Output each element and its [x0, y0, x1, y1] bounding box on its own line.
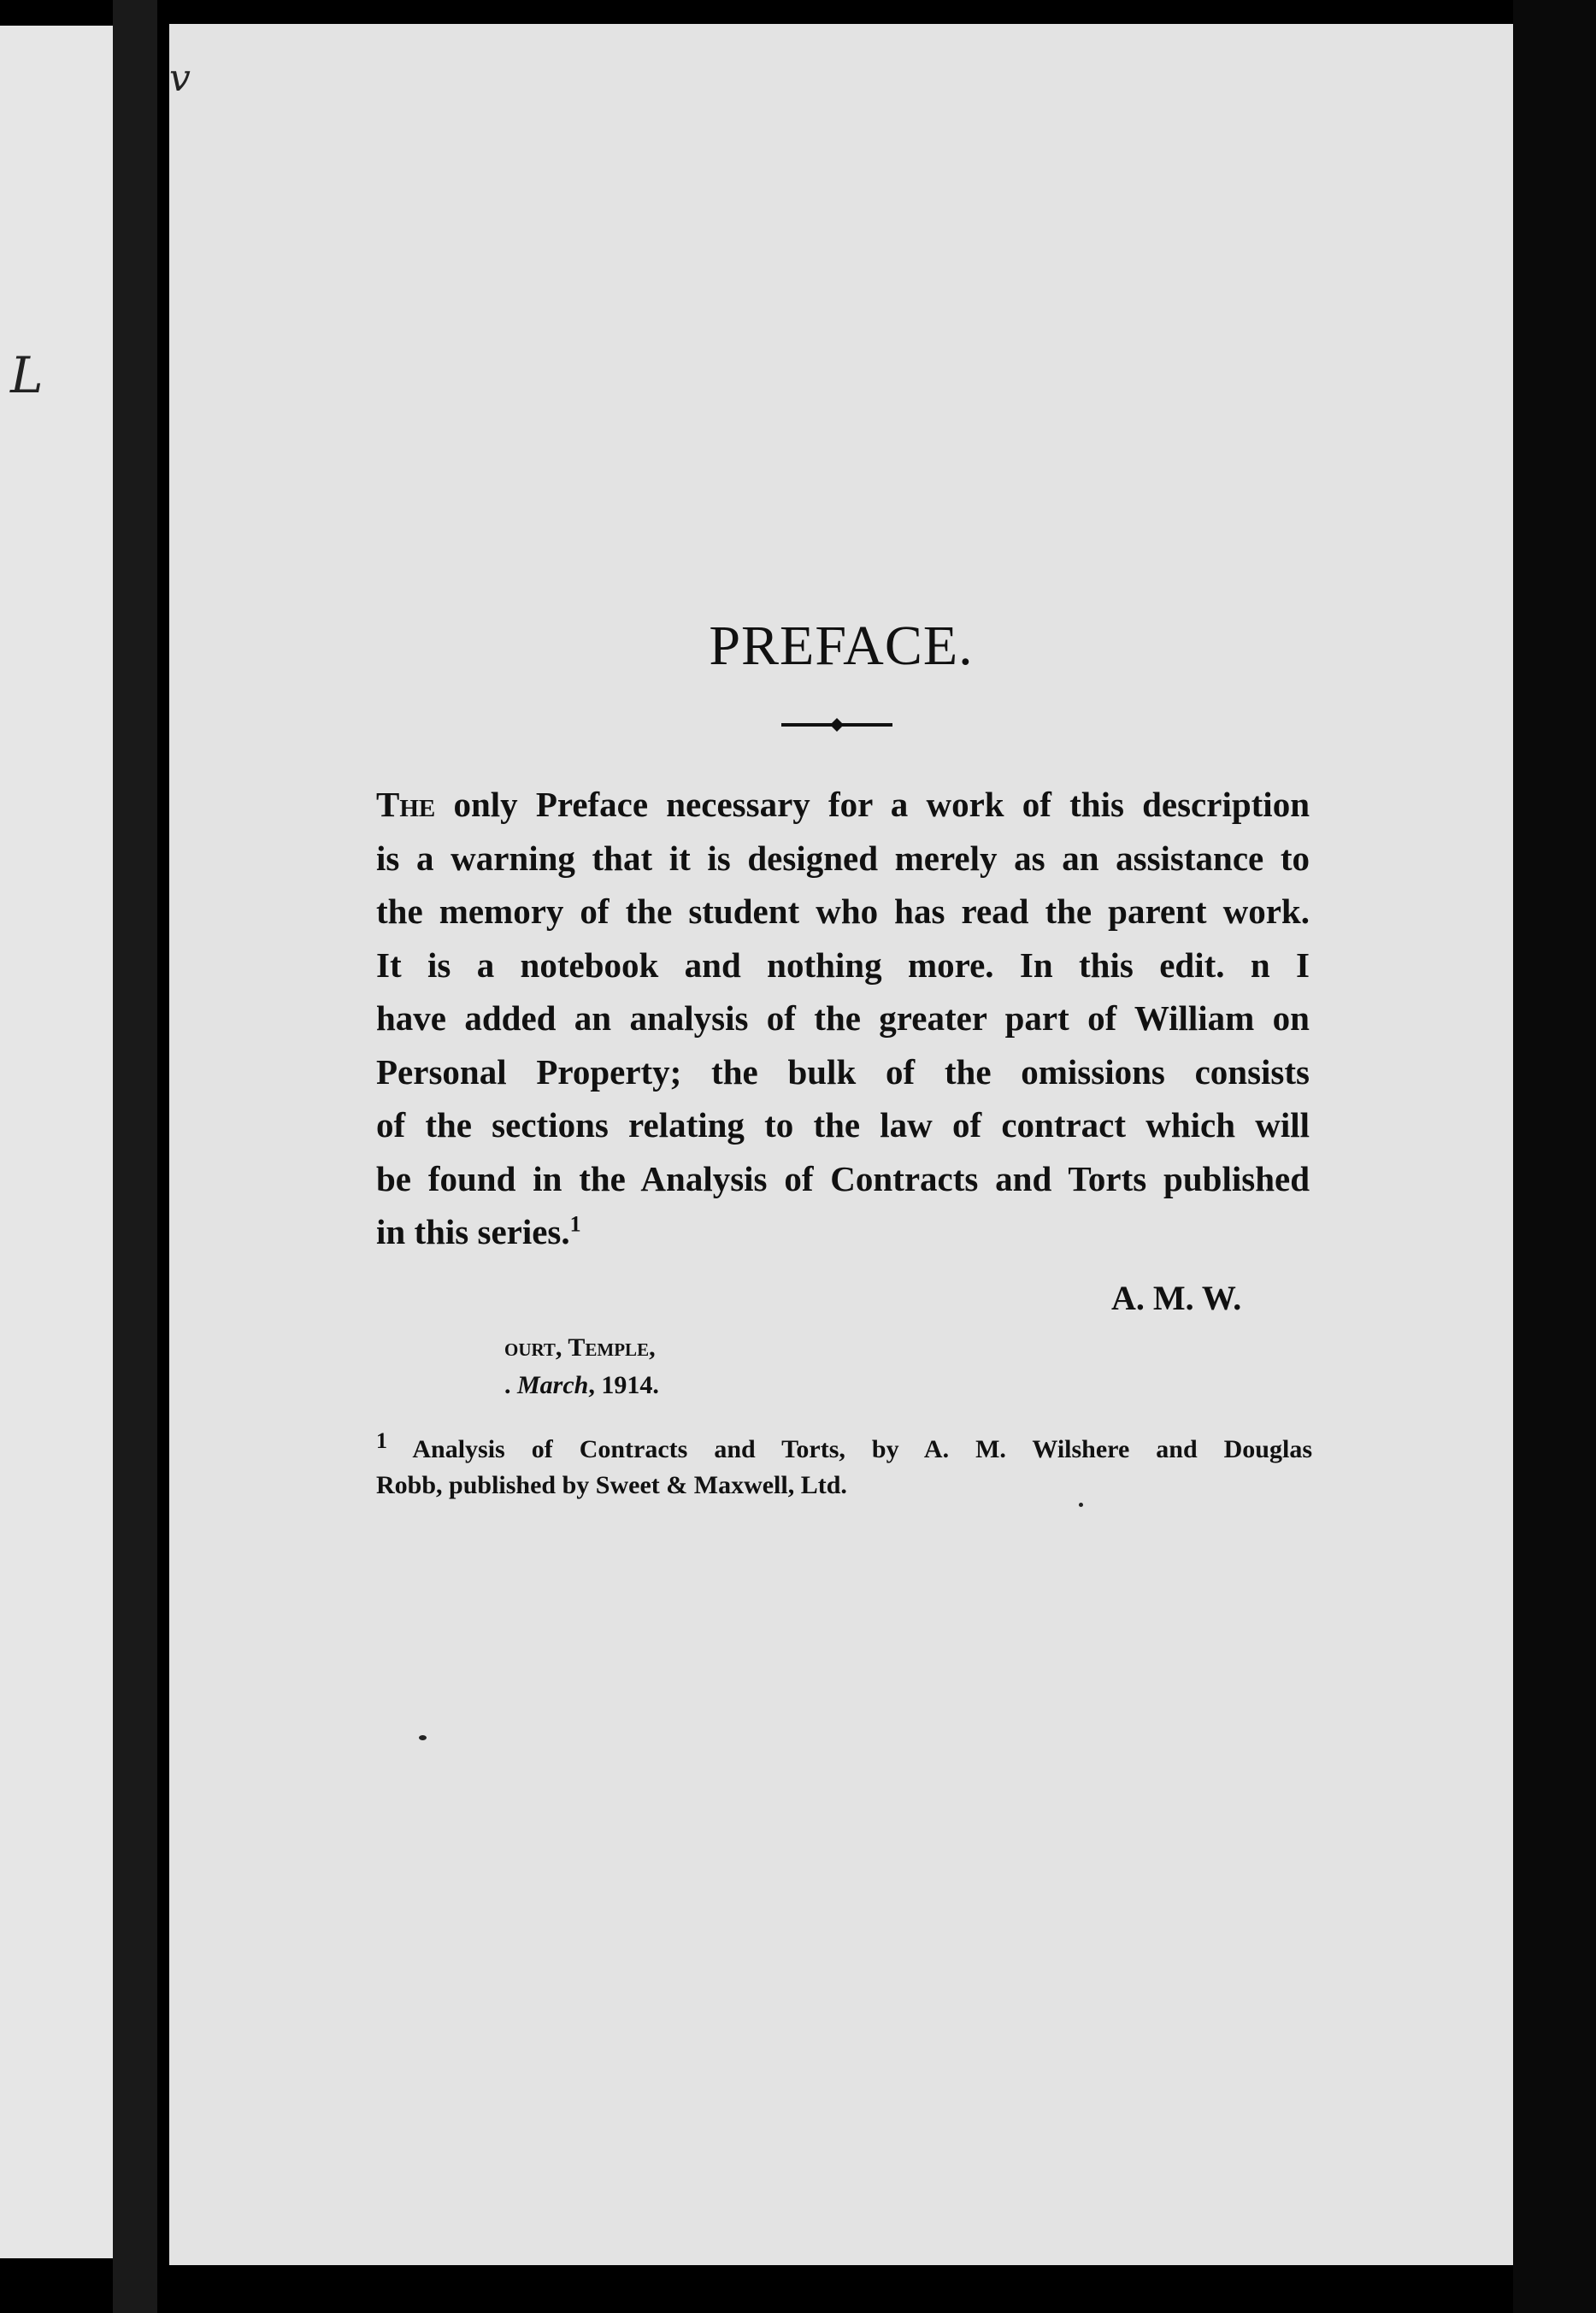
paragraph-line: of the sections relating to the law of contract which will	[376, 1105, 1310, 1145]
opening-word: The	[376, 785, 436, 824]
footnote-line: Robb, published by Sweet & Maxwell, Ltd.	[376, 1471, 847, 1499]
author-initials: A. M. W.	[1111, 1279, 1242, 1317]
paragraph-line: It is a notebook and nothing more. In this edit. n I	[376, 945, 1310, 985]
footnote	[376, 1428, 1312, 1504]
paragraph-line: the memory of the student who has read the parent work.	[376, 892, 1310, 931]
margin-mark-top: v	[169, 56, 191, 100]
date-line: . March, 1914.	[504, 1371, 659, 1399]
footnote-reference: 1	[569, 1211, 581, 1237]
footnote-line: $^1$ Analysis of Contracts and Torts, by A. M. Wilshere and Douglas	[376, 1428, 1312, 1463]
footnote-marker: 1	[376, 1428, 387, 1453]
paragraph-line: have added an analysis of the greater part of William on	[376, 998, 1310, 1038]
date-year: , 1914.	[588, 1371, 659, 1399]
place-and-date	[504, 1329, 659, 1404]
scan-speck	[1079, 1503, 1083, 1507]
right-border	[1513, 0, 1596, 2313]
paragraph-line: be found in the Analysis of Contracts and Torts published	[376, 1158, 1310, 1198]
margin-mark-left: L	[10, 346, 44, 404]
book-spine	[113, 0, 157, 2313]
paragraph-line: is a warning that it is designed merely as an assistance to	[376, 838, 1310, 878]
paragraph-line: The only Preface necessary for a work of this description	[376, 785, 1310, 824]
scan-speck	[419, 1735, 427, 1740]
place-line: ourt, Temple,	[504, 1333, 656, 1362]
date-month: March	[517, 1371, 589, 1399]
paragraph-line: Personal Property; the bulk of the omissions consists	[376, 1051, 1310, 1092]
ornament-divider-icon	[781, 715, 892, 734]
preface-paragraph	[376, 778, 1310, 1259]
paragraph-line: in this series.$^1$	[376, 1211, 581, 1251]
page-title: PREFACE.	[709, 615, 974, 677]
